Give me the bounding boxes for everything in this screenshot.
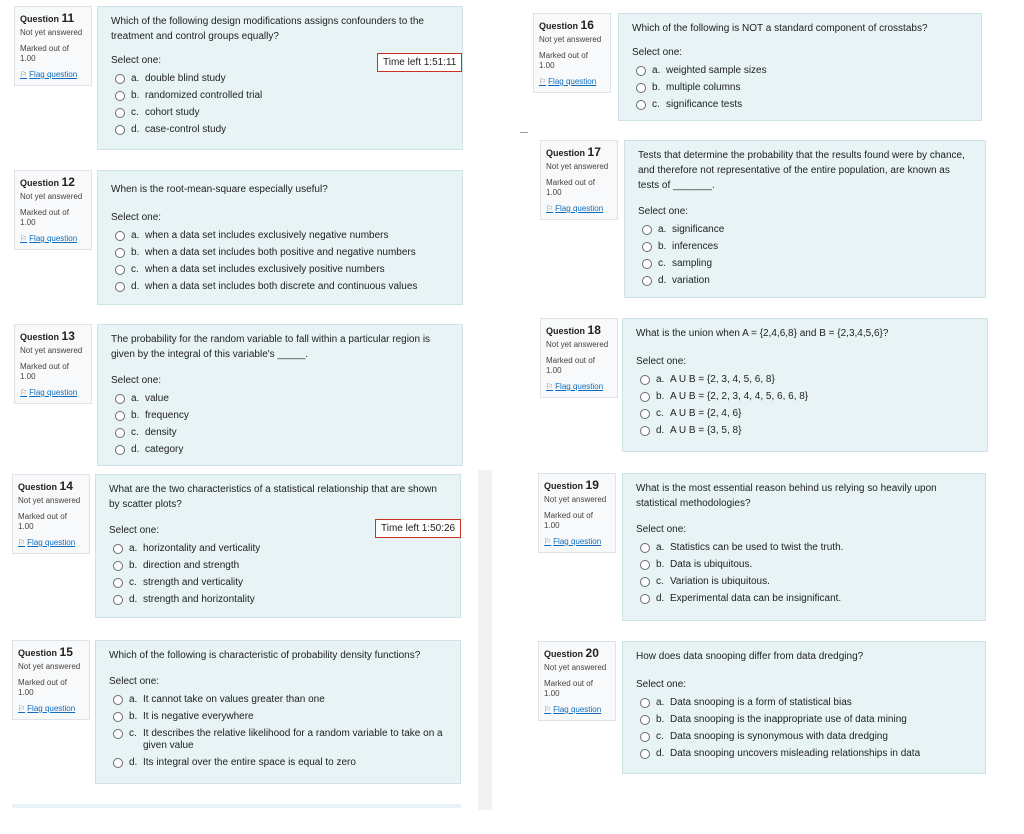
answer-option[interactable]: d. case-control study (115, 124, 450, 136)
radio-button[interactable] (115, 265, 125, 275)
select-one-prompt: Select one: (111, 375, 162, 386)
panel-divider (478, 470, 492, 810)
question-number: Question 14 (18, 479, 73, 493)
question-content (97, 324, 463, 466)
question-content (97, 6, 463, 150)
flag-icon: ⚐ (546, 382, 554, 391)
radio-button[interactable] (113, 595, 123, 605)
flag-icon: ⚐ (18, 538, 26, 547)
radio-button[interactable] (113, 578, 123, 588)
answer-option[interactable]: b. It is negative everywhere (113, 711, 448, 723)
question-info (14, 6, 92, 86)
answer-option[interactable]: d. Experimental data can be insignificant. (640, 593, 973, 605)
answer-option[interactable]: b. multiple columns (636, 82, 969, 94)
radio-button[interactable] (115, 445, 125, 455)
answer-option[interactable]: c. density (115, 427, 450, 439)
radio-button[interactable] (640, 698, 650, 708)
question-state: Not yet answered (539, 35, 602, 44)
question-info (533, 13, 611, 93)
radio-button[interactable] (113, 729, 123, 739)
question-state: Not yet answered (18, 662, 81, 671)
answer-option[interactable]: a. value (115, 393, 450, 405)
answer-option[interactable]: c. Data snooping is synonymous with data dredging (640, 731, 973, 743)
answer-option[interactable]: a. when a data set includes exclusively negative numbers (115, 230, 450, 242)
radio-button[interactable] (115, 394, 125, 404)
question-grade: Marked out of 1.00 (544, 511, 593, 530)
radio-button[interactable] (115, 248, 125, 258)
select-one-prompt: Select one: (638, 206, 689, 217)
radio-button[interactable] (115, 91, 125, 101)
answer-option[interactable]: c. strength and verticality (113, 577, 448, 589)
question-content (622, 641, 986, 774)
flag-question-link[interactable]: ⚐ Flag question (546, 204, 604, 213)
answer-option[interactable]: b. inferences (642, 241, 973, 253)
select-one-prompt: Select one: (632, 47, 683, 58)
question-state: Not yet answered (546, 162, 609, 171)
question-state: Not yet answered (18, 496, 81, 505)
radio-button[interactable] (640, 577, 650, 587)
flag-icon: ⚐ (546, 204, 554, 213)
radio-button[interactable] (640, 543, 650, 553)
answer-option[interactable]: d. strength and horizontality (113, 594, 448, 606)
answer-option[interactable]: a. Statistics can be used to twist the truth. (640, 542, 973, 554)
answer-option[interactable]: d. Data snooping uncovers misleading relationships in data (640, 748, 973, 760)
flag-question-link[interactable]: ⚐ Flag question (18, 538, 76, 547)
answer-option[interactable]: d. category (115, 444, 450, 456)
answer-options (111, 230, 450, 293)
question-state: Not yet answered (544, 663, 607, 672)
radio-button[interactable] (640, 560, 650, 570)
question-grade: Marked out of 1.00 (539, 51, 588, 70)
answer-option[interactable]: b. direction and strength (113, 560, 448, 572)
question-content (622, 318, 988, 452)
flag-icon: ⚐ (20, 234, 28, 243)
question-state: Not yet answered (20, 346, 83, 355)
radio-button[interactable] (115, 74, 125, 84)
question-number: Question 18 (546, 323, 601, 337)
question-info (14, 170, 92, 250)
radio-button[interactable] (636, 66, 646, 76)
answer-options (109, 543, 448, 606)
flag-question-link[interactable]: ⚐ Flag question (20, 234, 78, 243)
question-number: Question 16 (539, 18, 594, 32)
question-state: Not yet answered (544, 495, 607, 504)
scroll-mark (520, 132, 528, 133)
radio-button[interactable] (642, 225, 652, 235)
time-left-timer: Time left 1:50:26 (375, 519, 461, 538)
question-text: When is the root-mean-square especially useful? (111, 184, 328, 195)
answer-option[interactable]: a. significance (642, 224, 973, 236)
question-number: Question 19 (544, 478, 599, 492)
radio-button[interactable] (115, 282, 125, 292)
answer-option[interactable]: a. Data snooping is a form of statistical bias (640, 697, 973, 709)
radio-button[interactable] (113, 758, 123, 768)
question-info (14, 324, 92, 404)
question-content (95, 640, 461, 784)
question-grade: Marked out of 1.00 (20, 208, 69, 227)
answer-option[interactable]: d. Its integral over the entire space is equal to zero (113, 757, 448, 769)
question-text: Tests that determine the probability that the results found were by chance, and therefore not representative of the entire population, are known as tests of _______. (638, 150, 965, 191)
select-one-prompt: Select one: (636, 356, 687, 367)
radio-button[interactable] (115, 231, 125, 241)
question-number: Question 15 (18, 645, 73, 659)
select-one-prompt: Select one: (636, 679, 687, 690)
question-text: Which of the following design modifications assigns confounders to the treatment and control groups equally? (111, 16, 424, 42)
radio-button[interactable] (113, 712, 123, 722)
answer-option[interactable]: b. Data is ubiquitous. (640, 559, 973, 571)
question-text: Which of the following is NOT a standard component of crosstabs? (632, 23, 928, 34)
radio-button[interactable] (640, 426, 650, 436)
question-text: What is the union when A = {2,4,6,8} and B = {2,3,4,5,6}? (636, 328, 889, 339)
question-text: The probability for the random variable to fall within a particular region is given by the integral of this variable's _____. (111, 334, 431, 360)
select-one-prompt: Select one: (636, 524, 687, 535)
answer-option[interactable]: c. cohort study (115, 107, 450, 119)
radio-button[interactable] (640, 749, 650, 759)
flag-question-link[interactable]: ⚐ Flag question (20, 388, 78, 397)
answer-options (636, 374, 975, 437)
answer-options (638, 224, 973, 287)
answer-option[interactable]: a. double blind study (115, 73, 450, 85)
question-state: Not yet answered (546, 340, 609, 349)
radio-button[interactable] (640, 732, 650, 742)
question-grade: Marked out of 1.00 (20, 44, 69, 63)
question-content (622, 473, 986, 621)
radio-button[interactable] (115, 411, 125, 421)
question-grade: Marked out of 1.00 (18, 678, 67, 697)
answer-option[interactable]: b. randomized controlled trial (115, 90, 450, 102)
answer-options (111, 73, 450, 136)
radio-button[interactable] (115, 108, 125, 118)
answer-option[interactable]: c. significance tests (636, 99, 969, 111)
radio-button[interactable] (640, 715, 650, 725)
question-state: Not yet answered (20, 28, 83, 37)
flag-question-link[interactable]: ⚐ Flag question (539, 77, 597, 86)
question-number: Question 20 (544, 646, 599, 660)
radio-button[interactable] (636, 83, 646, 93)
flag-icon: ⚐ (544, 705, 552, 714)
answer-options (632, 65, 969, 111)
radio-button[interactable] (113, 544, 123, 554)
radio-button[interactable] (640, 375, 650, 385)
question-number: Question 13 (20, 329, 75, 343)
question-text: How does data snooping differ from data dredging? (636, 651, 864, 662)
select-one-prompt: Select one: (109, 525, 160, 536)
select-one-prompt: Select one: (111, 212, 162, 223)
question-number: Question 11 (20, 11, 75, 25)
answer-option[interactable]: c. when a data set includes exclusively positive numbers (115, 264, 450, 276)
flag-question-link[interactable]: ⚐ Flag question (18, 704, 76, 713)
answer-option[interactable]: a. horizontality and verticality (113, 543, 448, 555)
answer-options (111, 393, 450, 456)
answer-options (636, 542, 973, 605)
answer-option[interactable]: b. Data snooping is the inappropriate use of data mining (640, 714, 973, 726)
question-number: Question 17 (546, 145, 601, 159)
radio-button[interactable] (642, 242, 652, 252)
question-grade: Marked out of 1.00 (544, 679, 593, 698)
radio-button[interactable] (642, 276, 652, 286)
radio-button[interactable] (640, 392, 650, 402)
radio-button[interactable] (642, 259, 652, 269)
question-grade: Marked out of 1.00 (18, 512, 67, 531)
question-info (538, 473, 616, 553)
question-state: Not yet answered (20, 192, 83, 201)
question-text: What are the two characteristics of a statistical relationship that are shown by scatter plots? (109, 484, 437, 510)
select-one-prompt: Select one: (111, 55, 162, 66)
answer-option[interactable]: c. A U B = {2, 4, 6} (640, 408, 975, 420)
answer-option[interactable]: b. when a data set includes both positive and negative numbers (115, 247, 450, 259)
answer-option[interactable]: a. It cannot take on values greater than one (113, 694, 448, 706)
flag-question-link[interactable]: ⚐ Flag question (544, 705, 602, 714)
flag-icon: ⚐ (539, 77, 547, 86)
radio-button[interactable] (115, 125, 125, 135)
answer-options (109, 694, 448, 769)
question-content (624, 140, 986, 298)
answer-option[interactable]: b. frequency (115, 410, 450, 422)
time-left-timer: Time left 1:51:11 (377, 53, 462, 72)
question-content (97, 170, 463, 305)
radio-button[interactable] (113, 695, 123, 705)
answer-option[interactable]: d. A U B = {3, 5, 8} (640, 425, 975, 437)
flag-icon: ⚐ (20, 388, 28, 397)
question-info (538, 641, 616, 721)
question-info (12, 474, 90, 554)
flag-question-link[interactable]: ⚐ Flag question (546, 382, 604, 391)
flag-icon: ⚐ (18, 704, 26, 713)
question-content (95, 474, 461, 618)
question-info (540, 318, 618, 398)
question-grade: Marked out of 1.00 (546, 178, 595, 197)
question-grade: Marked out of 1.00 (20, 362, 69, 381)
answer-option[interactable]: b. A U B = {2, 2, 3, 4, 4, 5, 6, 6, 8} (640, 391, 975, 403)
radio-button[interactable] (636, 100, 646, 110)
flag-icon: ⚐ (544, 537, 552, 546)
question-info (12, 640, 90, 720)
radio-button[interactable] (640, 594, 650, 604)
flag-icon: ⚐ (20, 70, 28, 79)
answer-option[interactable]: a. weighted sample sizes (636, 65, 969, 77)
radio-button[interactable] (640, 409, 650, 419)
answer-option[interactable]: d. variation (642, 275, 973, 287)
answer-option[interactable]: d. when a data set includes both discrete and continuous values (115, 281, 450, 293)
next-question-edge (12, 804, 461, 808)
select-one-prompt: Select one: (109, 676, 160, 687)
flag-question-link[interactable]: ⚐ Flag question (20, 70, 78, 79)
question-info (540, 140, 618, 220)
answer-option[interactable]: c. Variation is ubiquitous. (640, 576, 973, 588)
question-number: Question 12 (20, 175, 75, 189)
question-text: Which of the following is characteristic of probability density functions? (109, 650, 421, 661)
answer-options (636, 697, 973, 760)
answer-option[interactable]: c. It describes the relative likelihood for a random variable to take on a given value (113, 728, 448, 752)
radio-button[interactable] (115, 428, 125, 438)
question-content (618, 13, 982, 121)
question-text: What is the most essential reason behind us relying so heavily upon statistical methodologies? (636, 483, 937, 509)
question-grade: Marked out of 1.00 (546, 356, 595, 375)
answer-option[interactable]: a. A U B = {2, 3, 4, 5, 6, 8} (640, 374, 975, 386)
flag-question-link[interactable]: ⚐ Flag question (544, 537, 602, 546)
radio-button[interactable] (113, 561, 123, 571)
answer-option[interactable]: c. sampling (642, 258, 973, 270)
